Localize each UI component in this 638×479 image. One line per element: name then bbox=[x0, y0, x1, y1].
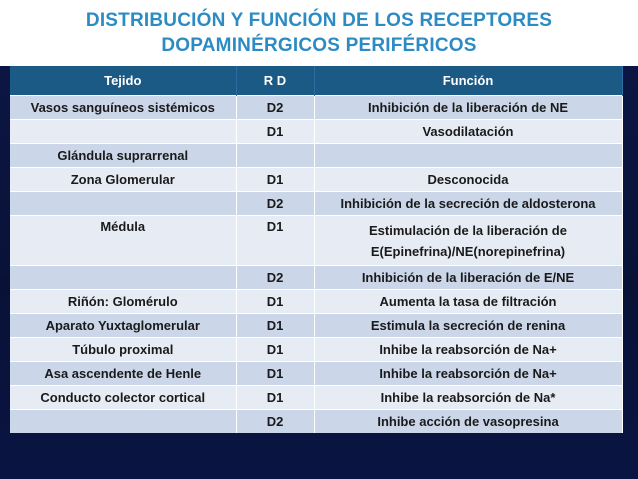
cell-funcion: Vasodilatación bbox=[314, 120, 622, 144]
cell-receptor: D2 bbox=[236, 410, 314, 434]
table-row bbox=[10, 386, 622, 410]
cell-tejido bbox=[10, 410, 236, 434]
cell-funcion: Inhibe la reabsorción de Na* bbox=[314, 386, 622, 410]
cell-tejido: Asa ascendente de Henle bbox=[10, 362, 236, 386]
cell-tejido bbox=[10, 120, 236, 144]
cell-tejido: Médula bbox=[10, 216, 236, 266]
cell-receptor: D2 bbox=[236, 266, 314, 290]
table-row bbox=[10, 192, 622, 216]
cell-receptor: D1 bbox=[236, 386, 314, 410]
header-funcion: Función bbox=[314, 66, 622, 96]
header-rd: R D bbox=[236, 66, 314, 96]
table-row bbox=[10, 266, 622, 290]
table-row bbox=[10, 314, 622, 338]
table-row bbox=[10, 96, 622, 120]
cell-tejido: Glándula suprarrenal bbox=[10, 144, 236, 168]
cell-funcion: Estimulación de la liberación de E(Epinefrina)/NE(norepinefrina) bbox=[314, 216, 622, 266]
cell-tejido: Aparato Yuxtaglomerular bbox=[10, 314, 236, 338]
cell-tejido: Vasos sanguíneos sistémicos bbox=[10, 96, 236, 120]
cell-tejido bbox=[10, 266, 236, 290]
cell-funcion: Inhibe la reabsorción de Na+ bbox=[314, 362, 622, 386]
title-line-2: DOPAMINÉRGICOS PERIFÉRICOS bbox=[161, 35, 477, 56]
cell-receptor: D2 bbox=[236, 96, 314, 120]
table-row bbox=[10, 290, 622, 314]
table-row bbox=[10, 410, 622, 434]
cell-funcion: Inhibe la reabsorción de Na+ bbox=[314, 338, 622, 362]
cell-receptor: D1 bbox=[236, 314, 314, 338]
table-row bbox=[10, 338, 622, 362]
cell-funcion: Inhibición de la liberación de NE bbox=[314, 96, 622, 120]
cell-funcion: Aumenta la tasa de filtración bbox=[314, 290, 622, 314]
cell-receptor: D1 bbox=[236, 216, 314, 266]
table-header-row bbox=[10, 66, 622, 96]
cell-receptor: D1 bbox=[236, 290, 314, 314]
title-line-1: DISTRIBUCIÓN Y FUNCIÓN DE LOS RECEPTORES bbox=[85, 10, 553, 31]
cell-funcion bbox=[314, 144, 622, 168]
cell-funcion: Inhibe acción de vasopresina bbox=[314, 410, 622, 434]
cell-funcion: Inhibición de la secreción de aldosterona bbox=[314, 192, 622, 216]
cell-tejido bbox=[10, 192, 236, 216]
cell-funcion: Inhibición de la liberación de E/NE bbox=[314, 266, 622, 290]
cell-tejido: Riñón: Glomérulo bbox=[10, 290, 236, 314]
cell-receptor bbox=[236, 144, 314, 168]
table-row bbox=[10, 362, 622, 386]
table-row bbox=[10, 216, 622, 266]
cell-tejido: Conducto colector cortical bbox=[10, 386, 236, 410]
cell-funcion: Desconocida bbox=[314, 168, 622, 192]
cell-tejido: Zona Glomerular bbox=[10, 168, 236, 192]
cell-receptor: D1 bbox=[236, 168, 314, 192]
slide-title bbox=[0, 8, 638, 58]
cell-tejido: Túbulo proximal bbox=[10, 338, 236, 362]
header-tejido: Tejido bbox=[10, 66, 236, 96]
table-row bbox=[10, 144, 622, 168]
cell-receptor: D1 bbox=[236, 338, 314, 362]
receptor-table bbox=[10, 66, 623, 433]
cell-receptor: D2 bbox=[236, 192, 314, 216]
cell-receptor: D1 bbox=[236, 120, 314, 144]
cell-receptor: D1 bbox=[236, 362, 314, 386]
cell-funcion: Estimula la secreción de renina bbox=[314, 314, 622, 338]
table-row bbox=[10, 120, 622, 144]
table-row bbox=[10, 168, 622, 192]
